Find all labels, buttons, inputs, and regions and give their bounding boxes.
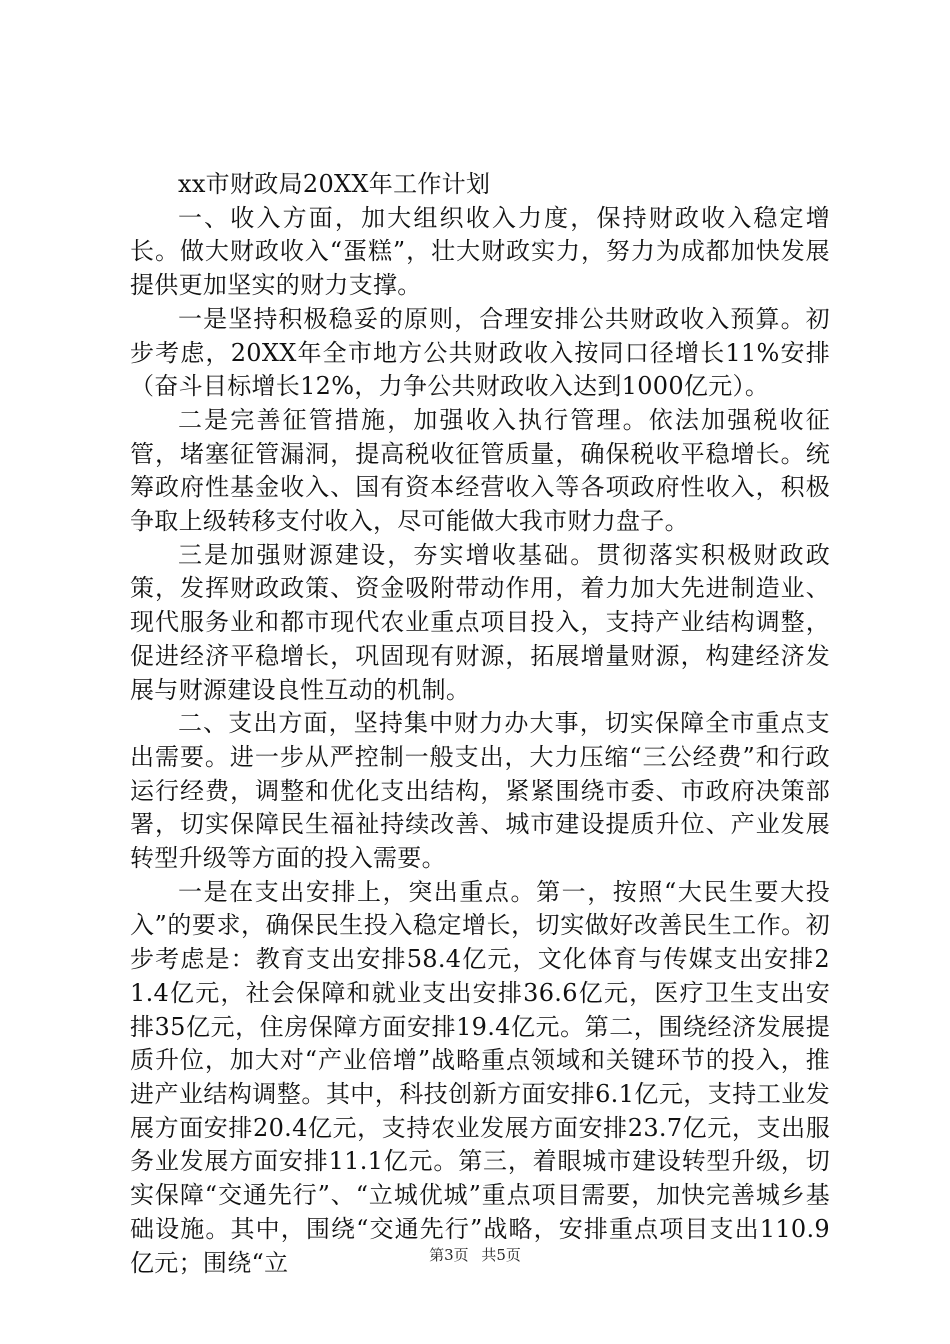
paragraph-income-budget: 一是坚持积极稳妥的原则，合理安排公共财政收入预算。初步考虑，20XX年全市地方公共财政收入按同口径增长11%安排（奋斗目标增长12%，力争公共财政收入达到1000亿元）。 — [130, 304, 830, 401]
page-number: 第3页 — [429, 1246, 469, 1264]
paragraph-income-collection: 二是完善征管措施，加强收入执行管理。依法加强税收征管，堵塞征管漏洞，提高税收征管质量，确保税收平稳增长。统筹政府性基金收入、国有资本经营收入等各项政府性收入，积极争取上级转移支付收入，尽可能做大我市财力盘子。 — [130, 405, 830, 536]
paragraph-income-sources: 三是加强财源建设，夯实增收基础。贯彻落实积极财政政策，发挥财政政策、资金吸附带动作用，着力加大先进制造业、现代服务业和都市现代农业重点项目投入，支持产业结构调整，促进经济平稳增长，巩固现有财源，拓展增量财源，构建经济发展与财源建设良性互动的机制。 — [130, 540, 830, 704]
paragraph-expenditure-priorities: 一是在支出安排上，突出重点。第一，按照“大民生要大投入”的要求，确保民生投入稳定增长，切实做好改善民生工作。初步考虑是：教育支出安排58.4亿元，文化体育与传媒支出安排21.4亿元，社会保障和就业支出安排36.6亿元，医疗卫生支出安排35亿元，住房保障方面安排19.4亿元。第二，围绕经济发展提质升位，加大对“产业倍增”战略重点领域和关键环节的投入，推进产业结构调整。其中，科技创新方面安排6.1亿元，支持工业发展方面安排20.4亿元，支持农业发展方面安排23.7亿元，支出服务业发展方面安排11.1亿元。第三，着眼城市建设转型升级，切实保障“交通先行”、“立城优城”重点项目需要，加快完善城乡基础设施。其中，围绕“交通先行”战略，安排重点项目支出110.9亿元；围绕“立 — [130, 877, 830, 1277]
paragraph-income-overview: 一、收入方面，加大组织收入力度，保持财政收入稳定增长。做大财政收入“蛋糕”，壮大财政实力，努力为成都加快发展提供更加坚实的财力支撑。 — [130, 203, 830, 300]
page-total: 共5页 — [481, 1246, 521, 1264]
document-body — [130, 168, 830, 1280]
page-footer — [0, 1244, 950, 1265]
document-title: xx市财政局20XX年工作计划 — [178, 170, 491, 198]
paragraph-expenditure-overview: 二、支出方面，坚持集中财力办大事，切实保障全市重点支出需要。进一步从严控制一般支出，大力压缩“三公经费”和行政运行经费，调整和优化支出结构，紧紧围绕市委、市政府决策部署，切实保障民生福祉持续改善、城市建设提质升位、产业发展转型升级等方面的投入需要。 — [130, 709, 830, 873]
